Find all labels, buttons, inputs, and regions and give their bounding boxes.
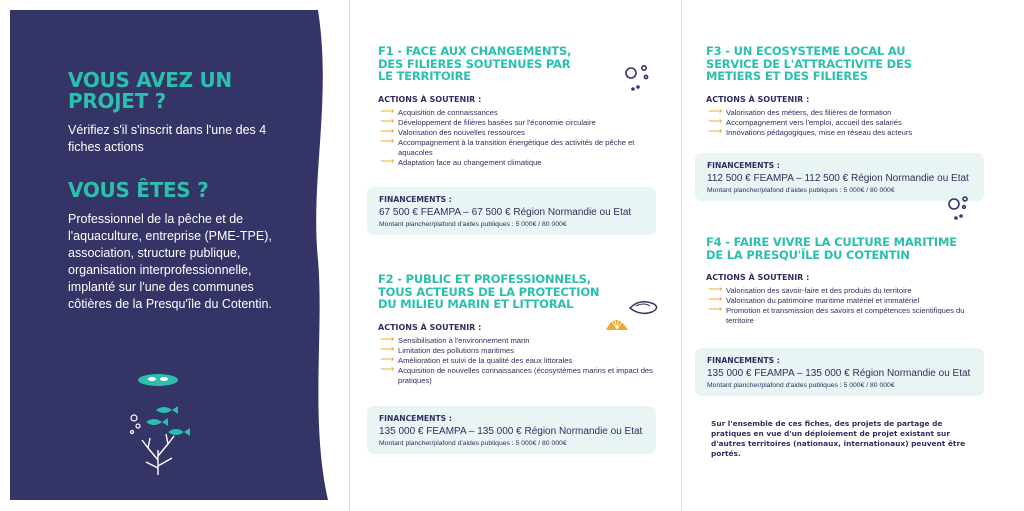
f3-actions-label: ACTIONS À SOUTENIR : [706,94,810,104]
left-panel [10,10,328,500]
list-item: ⟶ Limitation des pollutions maritimes [380,343,515,355]
f2-financing-note: Montant plancher/plafond d'aides publiques : 5 000€ / 80 000€ [379,440,567,447]
footer-note: Sur l'ensemble de ces fiches, des projets de partage de pratiques en vue d'un déploiement de projet existant sur d'autres territoires (nationaux, internationaux) peuvent être portés. [711,419,966,458]
f1-financing-note: Montant plancher/plafond d'aides publiques : 5 000€ / 80 000€ [379,221,567,228]
f2-actions-label: ACTIONS À SOUTENIR : [378,322,482,332]
fiche-f1 [378,45,658,168]
arrow-right-icon: ⟶ [380,333,395,345]
project-title: VOUS AVEZ UN PROJET ? [68,68,232,113]
list-item: ⟶ Valorisation des métiers, des filières de formation [708,105,892,117]
fold-line [681,0,682,511]
arrow-right-icon: ⟶ [380,115,395,127]
list-item: ⟶ Amélioration et suivi de la qualité des eaux littorales [380,353,573,365]
f1-title: F1 - FACE AUX CHANGEMENTS, DES FILIERES SOUTENUES PAR LE TERRITOIRE [378,44,572,83]
fiche-f3 [706,45,986,138]
f4-financing-box [695,348,984,396]
arrow-right-icon: ⟶ [708,294,723,305]
f1-financing-label: FINANCEMENTS : [379,195,452,204]
bubbles-icon [131,415,141,434]
bubbles-icon [624,62,654,96]
fiche-f4 [706,236,986,326]
fish-coral-illustration [128,370,208,480]
project-text: Vérifiez s'il s'inscrit dans l'une des 4 fiches actions [68,123,267,154]
bubbles-icon [944,194,974,224]
f2-financing-box [367,406,656,454]
f2-actions-list [378,333,658,386]
f4-financing-label: FINANCEMENTS : [707,356,780,365]
arrow-right-icon: ⟶ [380,363,395,375]
list-item: ⟶ Valorisation des savoir-faire et des produits du territoire [708,284,912,295]
arrow-right-icon: ⟶ [380,353,395,365]
you-are-text: Professionnel de la pêche et de l'aquaculture, entreprise (PME-TPE), association, structure publique, organisation interprofessionnelle, implanté sur l'une des communes côtières de la Presqu'île du Cotentin. [68,212,272,311]
f2-financing-label: FINANCEMENTS : [379,414,452,423]
f3-actions-list [706,105,986,138]
list-item: ⟶ Accompagnement vers l'emploi, accueil des salariés [708,115,902,127]
arrow-right-icon: ⟶ [380,105,395,117]
f2-title: F2 - PUBLIC ET PROFESSIONNELS, TOUS ACTEURS DE LA PROTECTION DU MILIEU MARIN ET LITTORAL [378,272,600,311]
arrow-right-icon: ⟶ [708,284,723,295]
list-item: ⟶ Acquisition de nouvelles connaissances (écosystèmes marins et impact des pratiques) [380,363,653,385]
list-item: ⟶ Accompagnement à la transition énergétique des activités de pêche et aquacoles [380,135,635,157]
f4-actions-label: ACTIONS À SOUTENIR : [706,273,810,282]
list-item: ⟶ Sensibilisation à l'environnement marin [380,333,530,345]
f2-financing-amount: 135 000 € FEAMPA – 135 000 € Région Normandie ou Etat [379,426,643,437]
f3-financing-amount: 112 500 € FEAMPA – 112 500 € Région Normandie ou Etat [707,173,969,184]
list-item: ⟶ Promotion et transmission des savoirs et compétences scientifiques du territoire [708,304,965,325]
you-are-title: VOUS ÊTES ? [68,178,209,202]
arrow-right-icon: ⟶ [708,304,723,315]
arrow-right-icon: ⟶ [708,115,723,127]
f3-title: F3 - UN ECOSYSTEME LOCAL AU SERVICE DE L'ATTRACTIVITE DES METIERS ET DES FILIERES [706,44,912,83]
f4-financing-note: Montant plancher/plafond d'aides publiques : 5 000€ / 80 000€ [707,382,895,389]
arrow-right-icon: ⟶ [708,105,723,117]
list-item: ⟶ Valorisation des nouvelles ressources [380,125,525,137]
f1-actions-list [378,105,658,168]
arrow-right-icon: ⟶ [380,343,395,355]
list-item: ⟶ Acquisition de connaissances [380,105,498,117]
list-item: ⟶ Développement de filières basées sur l'économie circulaire [380,115,596,127]
arrow-right-icon: ⟶ [708,125,723,137]
f4-financing-amount: 135 000 € FEAMPA – 135 000 € Région Normandie ou Etat [707,368,971,379]
shell-icon [600,296,662,342]
list-item: ⟶ Adaptation face au changement climatique [380,155,542,167]
f1-financing-box [367,187,656,235]
f3-financing-label: FINANCEMENTS : [707,161,780,170]
arrow-right-icon: ⟶ [380,125,395,137]
f4-title: F4 - FAIRE VIVRE LA CULTURE MARITIME DE LA PRESQU'ÎLE DU COTENTIN [706,235,957,262]
fold-line [349,0,350,511]
fish-icon [138,374,190,436]
f3-financing-note: Montant plancher/plafond d'aides publiques : 5 000€ / 80 000€ [707,187,895,194]
f3-financing-box [695,153,984,201]
f1-actions-label: ACTIONS À SOUTENIR : [378,94,482,104]
f4-actions-list [706,286,986,326]
f1-financing-amount: 67 500 € FEAMPA – 67 500 € Région Normandie ou Etat [379,207,632,218]
arrow-right-icon: ⟶ [380,155,395,167]
coral-icon [142,434,174,475]
list-item: ⟶ Valorisation du patrimoine maritime matériel et immatériel [708,294,920,305]
arrow-right-icon: ⟶ [380,135,395,147]
list-item: ⟶ Innovations pédagogiques, mise en réseau des acteurs [708,125,913,137]
